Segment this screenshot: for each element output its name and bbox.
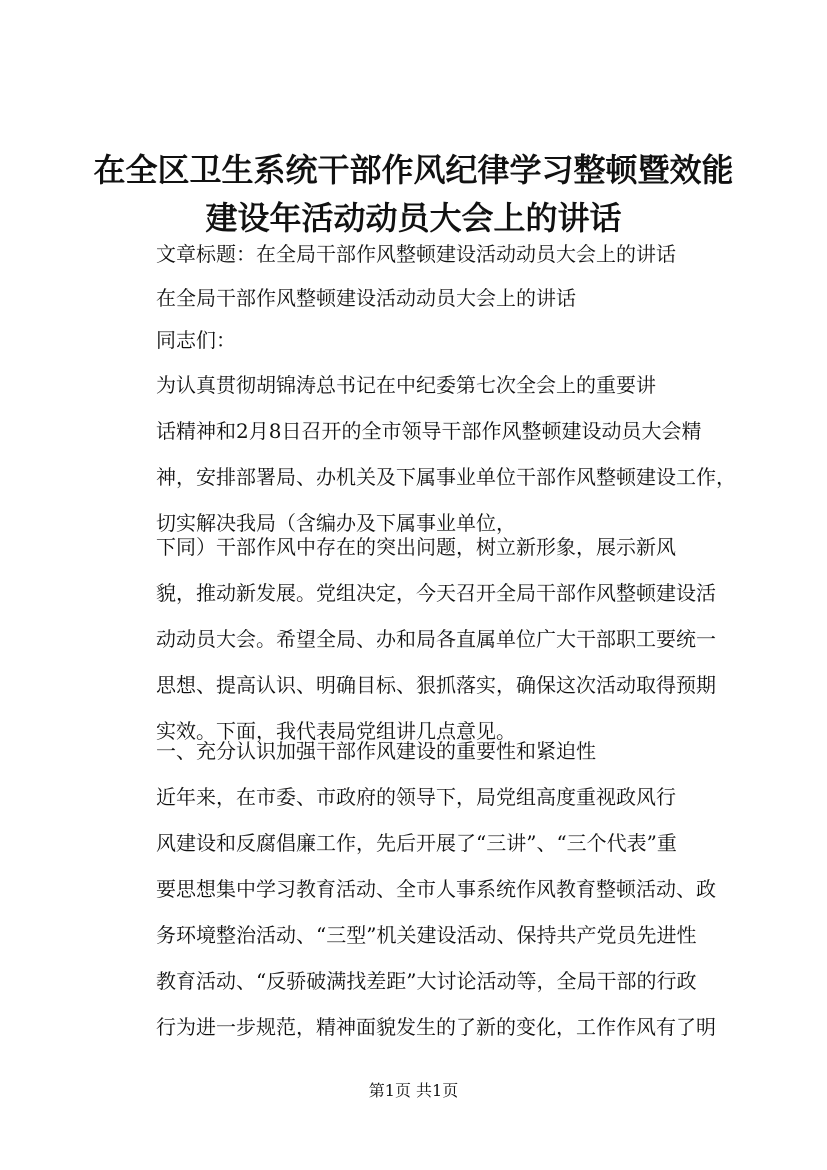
paragraph-line: 实效。下面，我代表局党组讲几点意见。 — [156, 719, 516, 743]
salutation: 同志们： — [156, 328, 236, 352]
paragraph-line: 教育活动、“反骄破满找差距”大讨论活动等，全局干部的行政 — [156, 969, 697, 993]
document-title — [60, 146, 767, 242]
paragraph-3 — [111, 774, 724, 1050]
paragraph-line: 神，安排部署局、办机关及下属事业单位干部作风整顿建设工作， — [156, 465, 736, 489]
paragraph-line: 下同）干部作风中存在的突出问题，树立新形象，展示新风 — [156, 535, 676, 559]
title-line: 在全区卫生系统干部作风纪律学习整顿暨效能 — [93, 151, 734, 189]
document-subtitle: 在全局干部作风整顿建设活动动员大会上的讲话 — [156, 286, 576, 310]
paragraph-line: 话精神和2月8日召开的全市领导干部作风整顿建设动员大会精 — [156, 419, 702, 443]
title-line: 建设年活动动员大会上的讲话 — [205, 199, 622, 237]
paragraph-line: 行为进一步规范，精神面貌发生的了新的变化，工作作风有了明 — [156, 1015, 716, 1039]
paragraph-1 — [111, 362, 736, 546]
paragraph-2 — [111, 524, 724, 754]
article-title-label: 文章标题：在全局干部作风整顿建设活动动员大会上的讲话 — [156, 242, 676, 266]
paragraph-line: 貌，推动新发展。党组决定，今天召开全局干部作风整顿建设活 — [156, 581, 716, 605]
paragraph-line: 思想、提高认识、明确目标、狠抓落实，确保这次活动取得预期 — [156, 673, 716, 697]
section-heading-text: 一、充分认识加强干部作风建设的重要性和紧迫性 — [156, 739, 596, 763]
paragraph-line: 务环境整治活动、“三型”机关建设活动、保持共产党员先进性 — [156, 923, 697, 947]
paragraph-line: 切实解决我局（含编办及下属事业单位， — [156, 511, 516, 535]
paragraph-line: 风建设和反腐倡廉工作，先后开展了“三讲”、“三个代表”重 — [156, 831, 677, 855]
paragraph-line: 动动员大会。希望全局、办和局各直属单位广大干部职工要统一 — [156, 627, 716, 651]
page-footer: 第1页 共1页 — [368, 1081, 459, 1100]
paragraph-line: 要思想集中学习教育活动、全市人事系统作风教育整顿活动、政 — [156, 877, 716, 901]
paragraph-line: 近年来，在市委、市政府的领导下，局党组高度重视政风行 — [156, 785, 676, 809]
section-heading-1 — [111, 728, 724, 774]
paragraph-line: 为认真贯彻胡锦涛总书记在中纪委第七次全会上的重要讲 — [156, 373, 656, 397]
